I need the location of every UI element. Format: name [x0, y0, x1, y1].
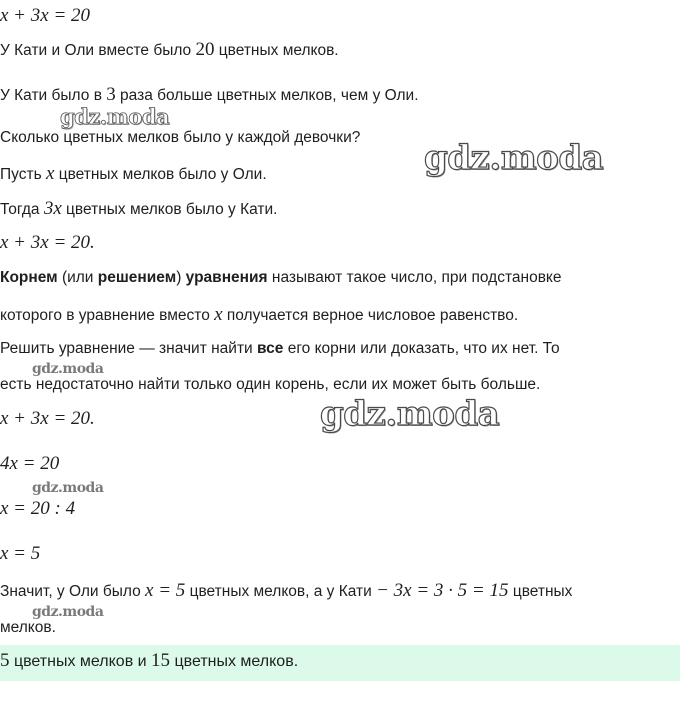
watermark: gdz.moda — [32, 604, 104, 620]
text: получается верное числовое равенство. — [222, 307, 519, 324]
equation-line-1: x + 3x = 20 — [0, 5, 91, 26]
equation-line-13: 4x = 20 — [0, 453, 60, 474]
number: 20 — [195, 39, 215, 60]
text: У Кати и Оли вместе было — [0, 42, 196, 59]
math: x = 5 — [145, 580, 186, 601]
text: цветных мелков и — [9, 653, 152, 670]
text: цветных мелков. — [170, 653, 299, 670]
number: 15 — [151, 650, 171, 671]
text: Пусть — [0, 166, 46, 183]
watermark: gdz.moda — [32, 480, 104, 496]
answer-text — [0, 650, 298, 672]
text: ) — [176, 269, 186, 286]
term: уравнения — [185, 269, 268, 286]
text: Значит, у Оли было — [0, 583, 146, 600]
text-line-2 — [0, 39, 339, 61]
watermark: gdz.moda — [424, 138, 604, 178]
text: называют такое число, при подстановке — [267, 269, 562, 286]
variable: x — [45, 163, 55, 184]
question-line: Сколько цветных мелков было у каждой девочки? — [0, 129, 361, 146]
text: цветных мелков было у Оли. — [54, 166, 267, 183]
text: его корни или доказать, что их нет. То — [283, 340, 560, 357]
text: цветных мелков, а у Кати — [185, 583, 377, 600]
text: раза больше цветных мелков, чем у Оли. — [115, 87, 419, 104]
text-line-3 — [0, 84, 419, 106]
text: которого в уравнение вместо — [0, 307, 215, 324]
answer-box — [0, 645, 680, 681]
text: Тогда — [0, 201, 44, 218]
text-line-10 — [0, 340, 560, 358]
variable: x — [214, 304, 223, 325]
watermark: gdz.moda — [60, 104, 170, 129]
term: решением — [97, 269, 177, 286]
text: цветных мелков. — [214, 42, 339, 59]
definition-line-2 — [0, 304, 518, 326]
equation-line-15: x = 5 — [0, 543, 41, 564]
conclusion-line-2: мелков. — [0, 619, 56, 636]
watermark: gdz.moda — [32, 361, 104, 377]
equation-line-14: x = 20 : 4 — [0, 498, 76, 519]
text: цветных мелков было у Кати. — [61, 201, 278, 218]
math: − 3x = 3 · 5 = 15 — [376, 580, 509, 601]
text-line-11: есть недостаточно найти только один корень, если их может быть больше. — [0, 376, 541, 393]
conclusion-line — [0, 580, 572, 602]
number: 5 — [0, 650, 10, 671]
watermark: gdz.moda — [320, 394, 500, 434]
text: цветных — [508, 583, 573, 600]
term: Корнем — [0, 269, 58, 286]
equation-line-7: x + 3x = 20. — [0, 232, 95, 253]
text-line-5 — [0, 163, 267, 185]
definition-line — [0, 269, 562, 287]
text: Решить уравнение — значит найти — [0, 340, 258, 357]
text-line-6 — [0, 198, 277, 220]
equation-line-12: x + 3x = 20. — [0, 408, 95, 429]
text: У Кати было в — [0, 87, 107, 104]
term: все — [257, 340, 284, 357]
variable: 3x — [43, 198, 62, 219]
text: (или — [57, 269, 98, 286]
number: 3 — [106, 84, 116, 105]
